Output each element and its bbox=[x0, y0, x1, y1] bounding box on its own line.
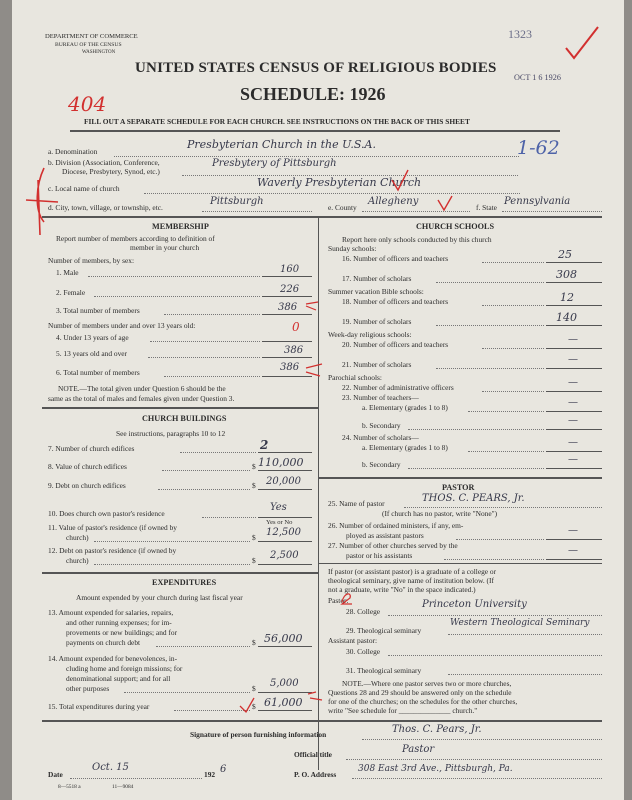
res-debt-value: 2,500 bbox=[270, 550, 299, 561]
q24a-value: — bbox=[568, 437, 578, 448]
local-name-label: c. Local name of church bbox=[48, 184, 120, 193]
owns-residence-value: Yes bbox=[270, 502, 287, 513]
res-value-label-2: church) bbox=[66, 533, 89, 542]
denomination-code: 1-62 bbox=[517, 137, 560, 159]
value-label: 8. Value of church edifices bbox=[48, 462, 127, 471]
exp13-line-4: payments on church debt bbox=[66, 638, 141, 647]
q30-label: 30. College bbox=[346, 647, 381, 656]
official-title-label: Official title bbox=[294, 750, 332, 759]
over-13-value: 386 bbox=[284, 345, 304, 356]
parochial-schools-label: Parochial schools: bbox=[328, 373, 382, 382]
male-label: 1. Male bbox=[56, 268, 79, 277]
membership-intro-1: Report number of members according to definition of bbox=[56, 234, 215, 243]
q31-label: 31. Theological seminary bbox=[346, 666, 422, 675]
dept-label: DEPARTMENT OF COMMERCE bbox=[45, 33, 138, 40]
exp13-line-3: provements or new buildings; and for bbox=[66, 628, 178, 637]
q24b-value: — bbox=[568, 454, 578, 465]
exp13-dollar: $ bbox=[252, 638, 256, 647]
grad-note-3: not a graduate, write "No" in the space indicated.) bbox=[328, 585, 476, 594]
grad-note-2: theological seminary, give name of institution below. (If bbox=[328, 576, 494, 585]
year-digit: 6 bbox=[220, 764, 227, 775]
q23a-label: a. Elementary (grades 1 to 8) bbox=[362, 403, 448, 412]
pastor-heading: PASTOR bbox=[442, 483, 475, 492]
form-subtitle: SCHEDULE: 1926 bbox=[240, 84, 386, 104]
form-number: 1323 bbox=[508, 27, 532, 41]
q29-label: 29. Theological seminary bbox=[346, 626, 422, 635]
edifices-value: 2 bbox=[260, 438, 269, 452]
under-13-value: 0 bbox=[292, 320, 300, 334]
q23a-value: — bbox=[568, 397, 578, 408]
signature-label: Signature of person furnishing information bbox=[190, 730, 327, 739]
debt-label: 9. Debt on church edifices bbox=[48, 481, 126, 490]
year-prefix: 192 bbox=[204, 770, 216, 779]
membership-note-2: same as the total of males and females given under Question 3. bbox=[48, 394, 235, 403]
buildings-heading: CHURCH BUILDINGS bbox=[142, 414, 227, 423]
city-label: WASHINGTON bbox=[82, 50, 116, 55]
received-stamp: OCT 1 6 1926 bbox=[514, 73, 561, 82]
membership-note-1: NOTE.—The total given under Question 6 should be the bbox=[58, 384, 226, 393]
grad-note-1: If pastor (or assistant pastor) is a graduate of a college or bbox=[328, 567, 497, 576]
q23b-value: — bbox=[568, 415, 578, 426]
exp13-line-1: 13. Amount expended for salaries, repairs, bbox=[48, 608, 174, 617]
q23b-label: b. Secondary bbox=[362, 421, 401, 430]
membership-heading: MEMBERSHIP bbox=[152, 222, 209, 231]
q22-label: 22. Number of administrative officers bbox=[342, 383, 454, 392]
value-value: 110,000 bbox=[258, 456, 304, 469]
total-members-value: 386 bbox=[278, 302, 298, 313]
print-code: 11—9084 bbox=[112, 784, 134, 790]
exp14-line-2: cluding home and foreign missions; for bbox=[66, 664, 183, 673]
q20-label: 20. Number of officers and teachers bbox=[342, 340, 449, 349]
expenditures-heading: EXPENDITURES bbox=[152, 578, 217, 587]
red-total-marks bbox=[238, 690, 328, 714]
q20-value: — bbox=[568, 334, 578, 345]
exp15-value: 61,000 bbox=[264, 696, 303, 709]
over-13-label: 5. 13 years old and over bbox=[56, 349, 128, 358]
q19-value: 140 bbox=[556, 311, 577, 324]
debt-dollar: $ bbox=[252, 481, 256, 490]
q22-value: — bbox=[568, 377, 578, 388]
schools-intro: Report here only schools conducted by this church bbox=[342, 235, 492, 244]
age-label: Number of members under and over 13 years old: bbox=[48, 321, 196, 330]
asst-pastor-label: Assistant pastor: bbox=[328, 636, 378, 645]
city-value: Pittsburgh bbox=[210, 196, 264, 207]
pastor-note2-1: NOTE.—Where one pastor serves two or more churches, bbox=[342, 679, 512, 688]
q21-label: 21. Number of scholars bbox=[342, 360, 412, 369]
state-value: Pennsylvania bbox=[504, 196, 571, 207]
exp14-value: 5,000 bbox=[270, 678, 299, 689]
q28-label: 28. College bbox=[346, 607, 381, 616]
total-members-label: 3. Total number of members bbox=[56, 306, 140, 315]
q27-line-2: pastor or his assistants bbox=[346, 551, 413, 560]
census-schedule-sheet bbox=[12, 0, 624, 800]
expenditures-intro: Amount expended by your church during last fiscal year bbox=[76, 593, 243, 602]
date-value: Oct. 15 bbox=[92, 762, 129, 773]
exp14-line-1: 14. Amount expended for benevolences, in- bbox=[48, 654, 178, 663]
denomination-label: a. Denomination bbox=[48, 147, 98, 156]
division-label-2: Diocese, Presbytery, Synod, etc.) bbox=[62, 167, 160, 176]
q27-value: — bbox=[568, 545, 578, 556]
res-debt-label-2: church) bbox=[66, 556, 89, 565]
q25-note: (If church has no pastor, write "None") bbox=[382, 509, 498, 518]
signature-value: Thos. C. Pears, Jr. bbox=[392, 724, 482, 735]
q26-line-1: 26. Number of ordained ministers, if any, em- bbox=[328, 521, 464, 530]
under-13-label: 4. Under 13 years of age bbox=[56, 333, 129, 342]
form-title: UNITED STATES CENSUS OF RELIGIOUS BODIES bbox=[135, 60, 497, 76]
total6-value: 386 bbox=[280, 362, 300, 373]
red-tick-marks bbox=[304, 296, 330, 386]
debt-value: 20,000 bbox=[266, 476, 301, 487]
state-label: f. State bbox=[476, 203, 497, 212]
res-value-label-1: 11. Value of pastor's residence (if owned by bbox=[48, 523, 177, 532]
q18-label: 18. Number of officers and teachers bbox=[342, 297, 449, 306]
exp14-line-4: other purposes bbox=[66, 684, 110, 693]
exp13-value: 56,000 bbox=[264, 632, 303, 645]
yes-no-caption: Yes or No bbox=[266, 519, 293, 526]
owns-residence-label: 10. Does church own pastor's residence bbox=[48, 509, 165, 518]
q27-line-1: 27. Number of other churches served by the bbox=[328, 541, 458, 550]
res-value-dollar: $ bbox=[252, 533, 256, 542]
pastor-note2-3: for one of the churches; on the schedules for the other churches, bbox=[328, 697, 518, 706]
female-label: 2. Female bbox=[56, 288, 86, 297]
po-address-value: 308 East 3rd Ave., Pittsburgh, Pa. bbox=[358, 764, 513, 774]
pastor-note2-4: write "See schedule for ______________ church." bbox=[328, 706, 478, 715]
schools-heading: CHURCH SCHOOLS bbox=[416, 222, 495, 231]
po-address-label: P. O. Address bbox=[294, 770, 337, 779]
checkmark-icon bbox=[562, 24, 602, 64]
res-debt-dollar: $ bbox=[252, 556, 256, 565]
q26-value: — bbox=[568, 525, 578, 536]
q24a-label: a. Elementary (grades 1 to 8) bbox=[362, 443, 448, 452]
instruction-line: FILL OUT A SEPARATE SCHEDULE FOR EACH CHURCH. SEE INSTRUCTIONS ON THE BACK OF THIS SHEET bbox=[84, 117, 470, 126]
q28-value: Princeton University bbox=[422, 599, 527, 610]
membership-intro-2: member in your church bbox=[130, 243, 200, 252]
q26-line-2: ployed as assistant pastors bbox=[346, 531, 424, 540]
value-dollar: $ bbox=[252, 462, 256, 471]
division-value: Presbytery of Pittsburgh bbox=[212, 158, 337, 169]
pastor-sub-label: Pastor: bbox=[328, 596, 349, 605]
q25-label: 25. Name of pastor bbox=[328, 499, 385, 508]
city-label: d. City, town, village, or township, etc. bbox=[48, 203, 163, 212]
q19-label: 19. Number of scholars bbox=[342, 317, 412, 326]
form-code: 8—5518 a bbox=[58, 784, 81, 790]
exp14-line-3: denominational support; and for all bbox=[66, 674, 171, 683]
q16-label: 16. Number of officers and teachers bbox=[342, 254, 449, 263]
exp15-dollar: $ bbox=[252, 702, 256, 711]
exp15-label: 15. Total expenditures during year bbox=[48, 702, 150, 711]
bureau-label: BUREAU OF THE CENSUS bbox=[55, 42, 122, 48]
edifices-label: 7. Number of church edifices bbox=[48, 444, 135, 453]
county-value: Allegheny bbox=[368, 196, 419, 207]
q16-value: 25 bbox=[558, 248, 572, 261]
q21-value: — bbox=[568, 354, 578, 365]
exp13-line-2: and other running expenses; for im- bbox=[66, 618, 172, 627]
female-value: 226 bbox=[280, 284, 300, 295]
denomination-value: Presbyterian Church in the U.S.A. bbox=[187, 138, 376, 151]
q18-value: 12 bbox=[560, 291, 574, 304]
q17-label: 17. Number of scholars bbox=[342, 274, 412, 283]
red-number: 404 bbox=[68, 92, 107, 116]
buildings-instr: See instructions, paragraphs 10 to 12 bbox=[116, 429, 226, 438]
q23-label: 23. Number of teachers— bbox=[342, 393, 419, 402]
male-value: 160 bbox=[280, 264, 300, 275]
pastor-note2-2: Questions 28 and 29 should be answered only on the schedule bbox=[328, 688, 512, 697]
q24b-label: b. Secondary bbox=[362, 460, 401, 469]
total6-label: 6. Total number of members bbox=[56, 368, 140, 377]
sunday-schools-label: Sunday schools: bbox=[328, 244, 377, 253]
county-label: e. County bbox=[328, 203, 357, 212]
local-name-value: Waverly Presbyterian Church bbox=[257, 176, 422, 189]
division-label-1: b. Division (Association, Conference, bbox=[48, 158, 160, 167]
q17-value: 308 bbox=[556, 268, 577, 281]
q25-value: THOS. C. PEARS, Jr. bbox=[422, 493, 525, 504]
exp14-dollar: $ bbox=[252, 684, 256, 693]
red-pastor-mark bbox=[338, 588, 358, 608]
date-label: Date bbox=[48, 770, 63, 779]
weekday-schools-label: Week-day religious schools: bbox=[328, 330, 412, 339]
official-title-value: Pastor bbox=[402, 744, 435, 755]
res-value-value: 12,500 bbox=[266, 527, 301, 538]
vacation-schools-label: Summer vacation Bible schools: bbox=[328, 287, 424, 296]
res-debt-label-1: 12. Debt on pastor's residence (if owned by bbox=[48, 546, 177, 555]
q29-value: Western Theological Seminary bbox=[450, 618, 590, 628]
q24-label: 24. Number of scholars— bbox=[342, 433, 419, 442]
members-by-sex-label: Number of members, by sex: bbox=[48, 256, 134, 265]
